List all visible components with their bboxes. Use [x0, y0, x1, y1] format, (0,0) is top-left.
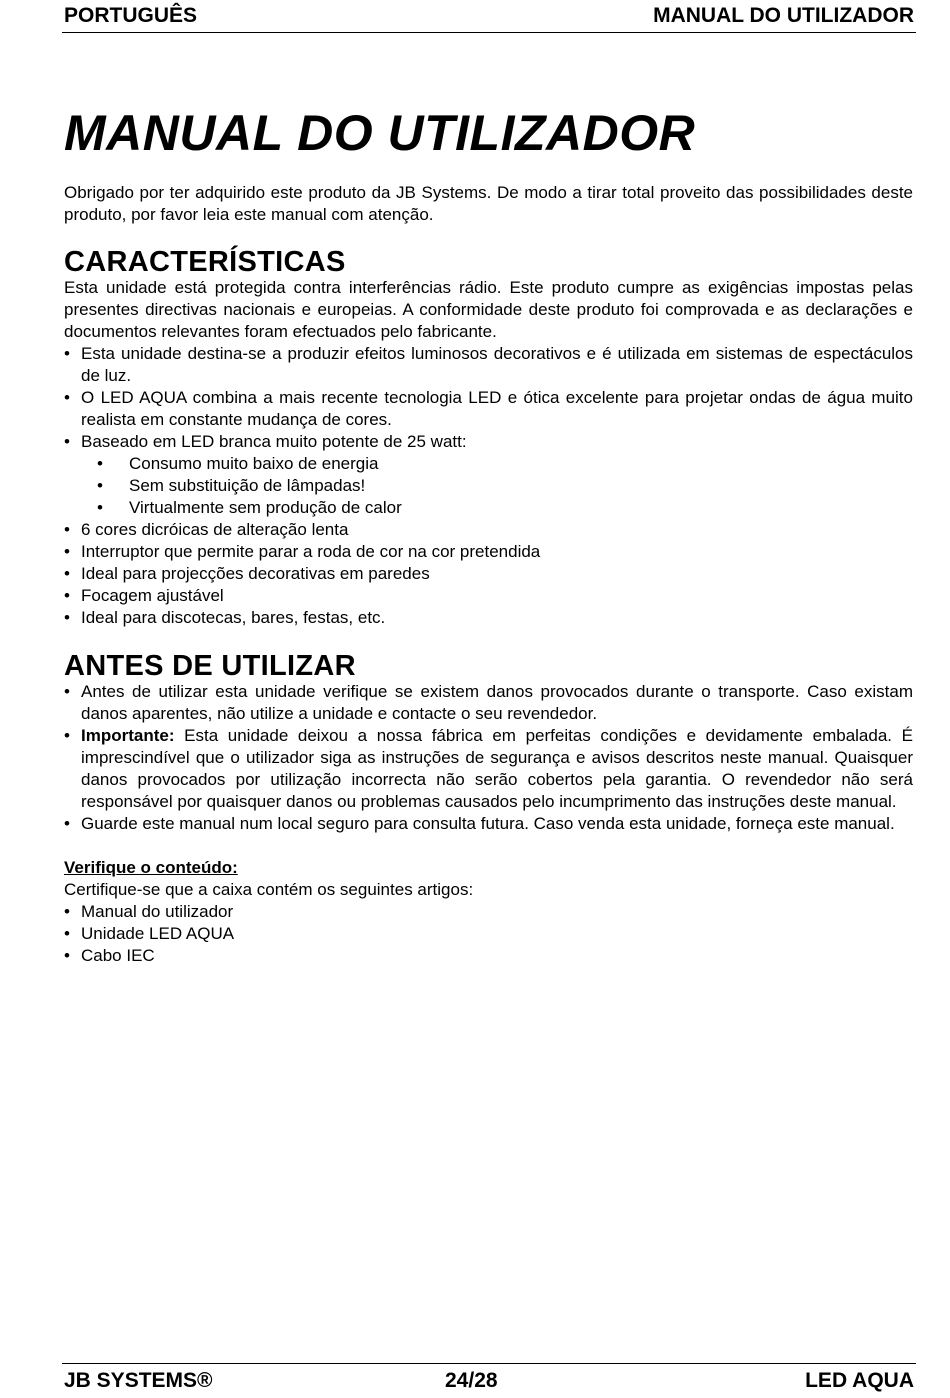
list-item: • Ideal para projecções decorativas em paredes — [64, 563, 913, 585]
list-item — [64, 725, 913, 813]
list-item: • Consumo muito baixo de energia — [64, 453, 913, 475]
list-item: • Virtualmente sem produção de calor — [64, 497, 913, 519]
list-item: • Manual do utilizador — [64, 901, 913, 923]
before-use-heading: ANTES DE UTILIZAR — [64, 650, 356, 682]
header-title: MANUAL DO UTILIZADOR — [653, 4, 914, 27]
page-number: 24/28 — [445, 1369, 498, 1392]
list-item: • Esta unidade destina-se a produzir efeitos luminosos decorativos e é utilizada em sistemas de espectáculos de luz. — [64, 343, 913, 387]
page-header — [62, 4, 916, 33]
footer-product: LED AQUA — [805, 1369, 914, 1392]
list-item: • Ideal para discotecas, bares, festas, etc. — [64, 607, 913, 629]
features-list — [64, 343, 913, 453]
before-use-list — [64, 681, 913, 835]
page-footer — [62, 1363, 916, 1398]
list-item: • Antes de utilizar esta unidade verifique se existem danos provocados durante o transporte. Caso existam danos aparentes, não utilize a unidade e contacte o seu revendedor. — [64, 681, 913, 725]
important-label: Importante: — [81, 726, 175, 745]
header-language: PORTUGUÊS — [64, 4, 198, 27]
contents-intro: Certifique-se que a caixa contém os seguintes artigos: — [64, 880, 474, 899]
list-item: • Cabo IEC — [64, 945, 913, 967]
list-item: • 6 cores dicróicas de alteração lenta — [64, 519, 913, 541]
page-content — [64, 100, 913, 967]
contents-title: Verifique o conteúdo: — [64, 858, 238, 877]
list-item: • Baseado em LED branca muito potente de 25 watt: — [64, 431, 913, 453]
led-sublist — [64, 453, 913, 519]
features-paragraph: Esta unidade está protegida contra interferências rádio. Este produto cumpre as exigências impostas pelas presentes directivas nacionais e europeias. A conformidade deste produto foi comprovada e as declarações e documentos relevantes foram efectuados pelo fabricante. — [64, 278, 913, 341]
list-item: • Focagem ajustável — [64, 585, 913, 607]
footer-brand: JB SYSTEMS® — [64, 1369, 213, 1392]
list-item: • Guarde este manual num local seguro para consulta futura. Caso venda esta unidade, forneça este manual. — [64, 813, 913, 835]
list-item: • Sem substituição de lâmpadas! — [64, 475, 913, 497]
list-item: • Interruptor que permite parar a roda de cor na cor pretendida — [64, 541, 913, 563]
intro-paragraph: Obrigado por ter adquirido este produto da JB Systems. De modo a tirar total proveito das possibilidades deste produto, por favor leia este manual com atenção. — [64, 183, 913, 224]
important-text: Esta unidade deixou a nossa fábrica em perfeitas condições e devidamente embalada. É imprescindível que o utilizador siga as instruções de segurança e avisos descritos neste manual. Quaisquer danos provocados por utilização incorrecta não serão cobertos pela garantia. O revendedor não será responsável por quaisquer danos ou problemas causados pelo incumprimento das instruções deste manual. — [81, 726, 913, 811]
features-list-continued — [64, 519, 913, 629]
list-item: • O LED AQUA combina a mais recente tecnologia LED e ótica excelente para projetar ondas de água muito realista em constante mudança de cores. — [64, 387, 913, 431]
contents-list — [64, 901, 913, 967]
features-heading: CARACTERÍSTICAS — [64, 246, 346, 278]
page-title: MANUAL DO UTILIZADOR — [64, 105, 696, 161]
list-item: • Unidade LED AQUA — [64, 923, 913, 945]
